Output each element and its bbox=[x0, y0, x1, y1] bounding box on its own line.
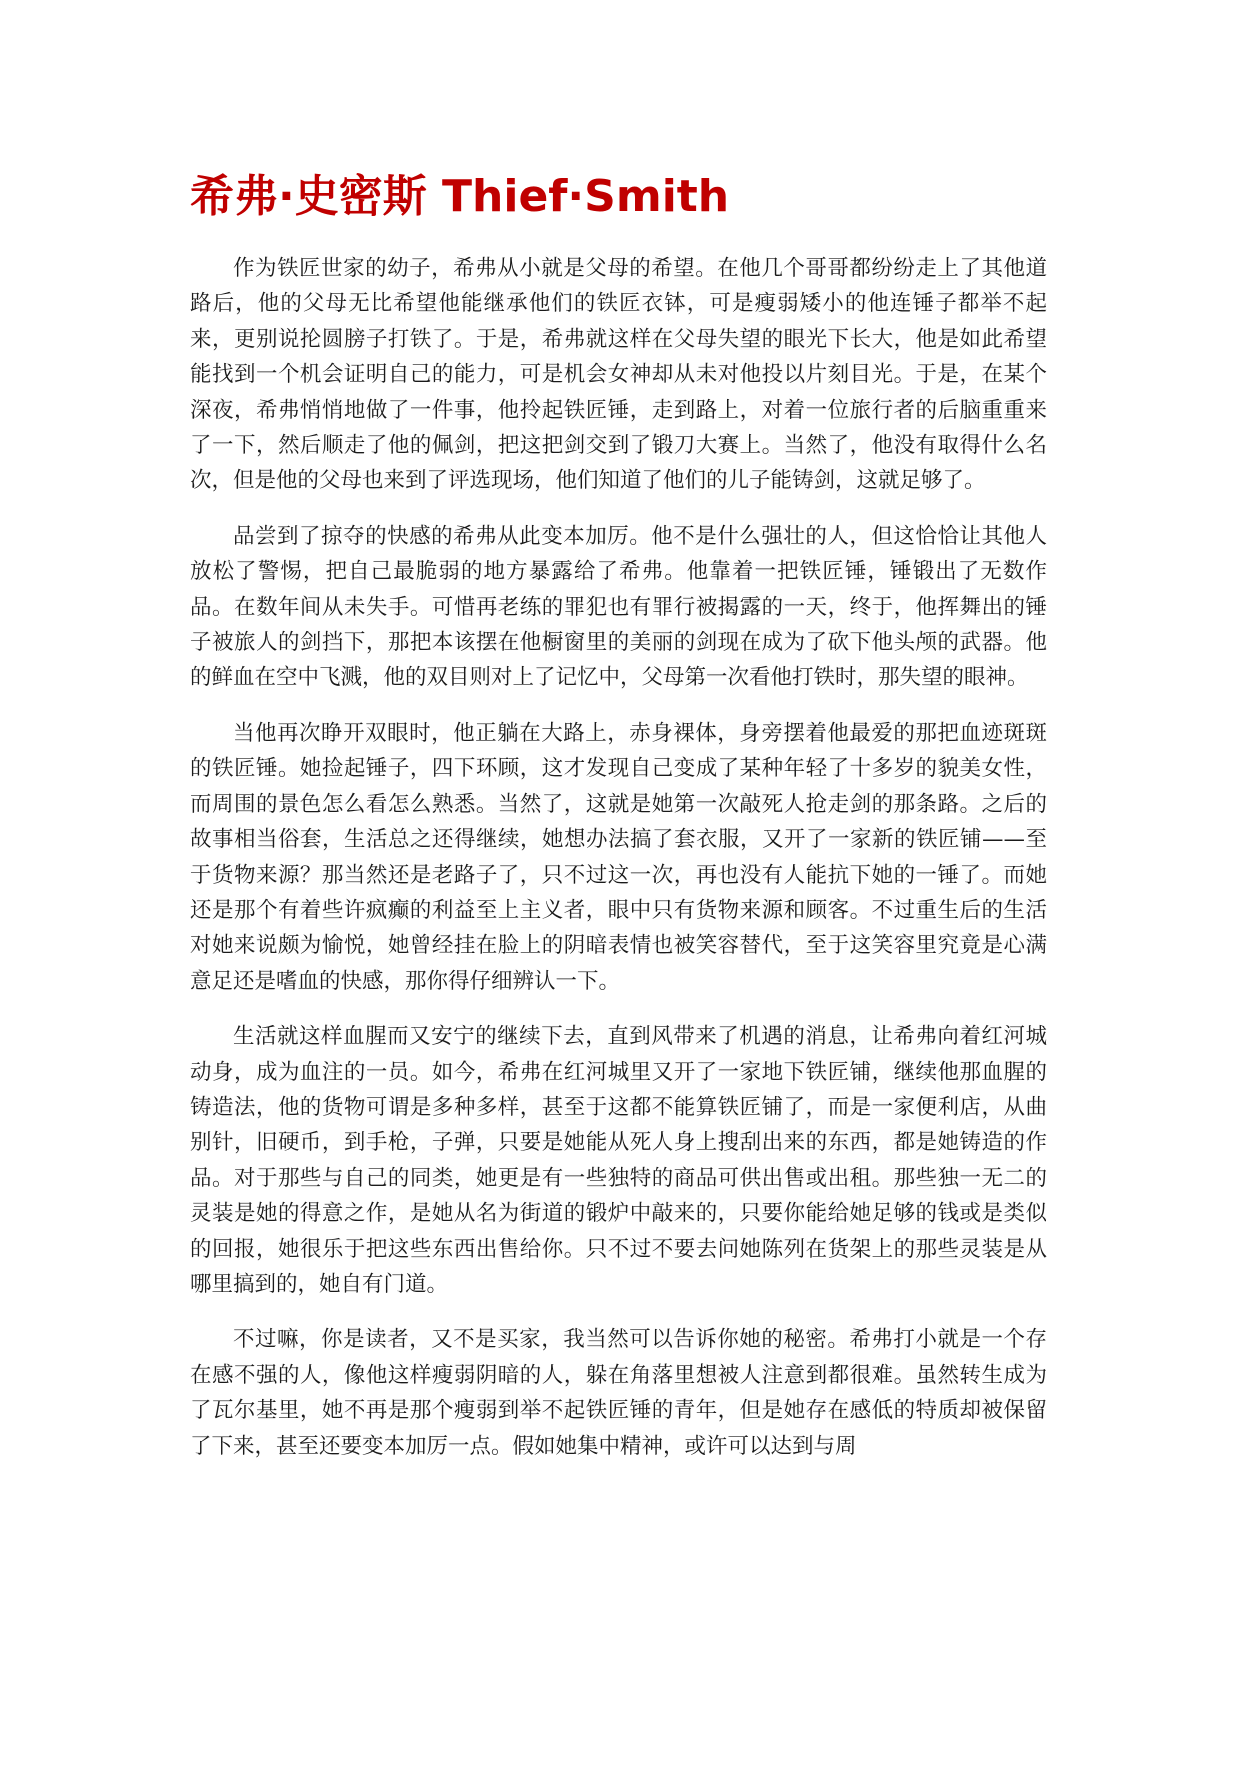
paragraph-1: 作为铁匠世家的幼子，希弗从小就是父母的希望。在他几个哥哥都纷纷走上了其他道路后，他的父母无比希望他能继承他们的铁匠衣钵，可是瘦弱矮小的他连锤子都举不起来，更别说抡圆膀子打铁了。于是，希弗就这样在父母失望的眼光下长大，他是如此希望能找到一个机会证明自己的能力，可是机会女神却从未对他投以片刻目光。于是，在某个深夜，希弗悄悄地做了一件事，他拎起铁匠锤，走到路上，对着一位旅行者的后脑重重来了一下，然后顺走了他的佩剑，把这把剑交到了锻刀大赛上。当然了，他没有取得什么名次，但是他的父母也来到了评选现场，他们知道了他们的儿子能铸剑，这就足够了。 bbox=[190, 256, 1047, 494]
paragraph-2: 品尝到了掠夺的快感的希弗从此变本加厉。他不是什么强壮的人，但这恰恰让其他人放松了警惕，把自己最脆弱的地方暴露给了希弗。他靠着一把铁匠锤，锤锻出了无数作品。在数年间从未失手。可惜再老练的罪犯也有罪行被揭露的一天，终于，他挥舞出的锤子被旅人的剑挡下，那把本该摆在他橱窗里的美丽的剑现在成为了砍下他头颅的武器。他的鲜血在空中飞溅，他的双目则对上了记忆中，父母第一次看他打铁时，那失望的眼神。 bbox=[190, 523, 1047, 691]
document-title: 希弗·史密斯 Thief·Smith bbox=[190, 171, 730, 222]
paragraph-5: 不过嘛，你是读者，又不是买家，我当然可以告诉你她的秘密。希弗打小就是一个存在感不强的人，像他这样瘦弱阴暗的人，躲在角落里想被人注意到都很难。虽然转生成为了瓦尔基里，她不再是那个瘦弱到举不起铁匠锤的青年，但是她存在感低的特质却被保留了下来，甚至还要变本加厉一点。假如她集中精神，或许可以达到与周 bbox=[190, 1327, 1047, 1459]
paragraph-3: 当他再次睁开双眼时，他正躺在大路上，赤身裸体，身旁摆着他最爱的那把血迹斑斑的铁匠锤。她捡起锤子，四下环顾，这才发现自己变成了某种年轻了十多岁的貌美女性，而周围的景色怎么看怎么熟悉。当然了，这就是她第一次敲死人抢走剑的那条路。之后的故事相当俗套，生活总之还得继续，她想办法搞了套衣服，又开了一家新的铁匠铺——至于货物来源？那当然还是老路子了，只不过这一次，再也没有人能抗下她的一锤了。而她还是那个有着些许疯癫的利益至上主义者，眼中只有货物来源和顾客。不过重生后的生活对她来说颇为愉悦，她曾经挂在脸上的阴暗表情也被笑容替代，至于这笑容里究竟是心满意足还是嗜血的快感，那你得仔细辨认一下。 bbox=[190, 720, 1047, 994]
document-page bbox=[190, 165, 1047, 1484]
paragraph-4: 生活就这样血腥而又安宁的继续下去，直到风带来了机遇的消息，让希弗向着红河城动身，成为血注的一员。如今，希弗在红河城里又开了一家地下铁匠铺，继续他那血腥的铸造法，他的货物可谓是多种多样，甚至于这都不能算铁匠铺了，而是一家便利店，从曲别针，旧硬币，到手枪，子弹，只要是她能从死人身上搜刮出来的东西，都是她铸造的作品。对于那些与自己的同类，她更是有一些独特的商品可供出售或出租。那些独一无二的灵装是她的得意之作，是她从名为街道的锻炉中敲来的，只要你能给她足够的钱或是类似的回报，她很乐于把这些东西出售给你。只不过不要去问她陈列在货架上的那些灵装是从哪里搞到的，她自有门道。 bbox=[190, 1024, 1047, 1297]
